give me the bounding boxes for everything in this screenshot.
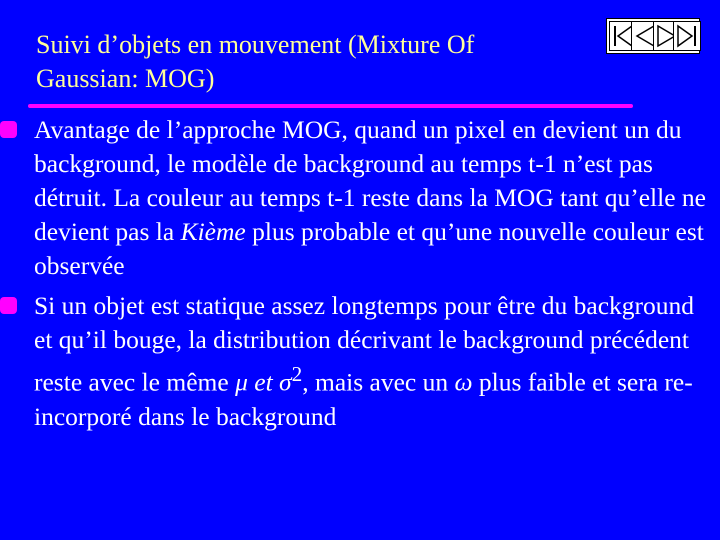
bullet-item-2 (0, 289, 712, 434)
slide-body (0, 113, 712, 440)
title-divider (28, 104, 633, 108)
bullet-2-et: et (247, 367, 280, 397)
sigma-exponent: 2 (291, 362, 303, 386)
bullet-item-1 (0, 113, 712, 283)
bullet-2-text-part3: plus faible et sera re-incorporé dans le background (34, 367, 693, 431)
last-slide-icon (674, 22, 700, 50)
slide-title (36, 28, 596, 96)
magenta-square-bullet-icon (0, 297, 17, 314)
bullet-1-italic-term: Kième (180, 217, 246, 246)
slide-title-line-2: Gaussian: MOG) (36, 64, 215, 93)
mu-symbol: μ (235, 367, 248, 397)
bullet-text (34, 289, 712, 434)
bullet-2-text-part2: , mais avec un (302, 367, 455, 397)
bullet-text (34, 113, 712, 283)
omega-symbol: ω (454, 367, 473, 397)
magenta-square-bullet-icon (0, 121, 17, 138)
last-slide-button[interactable] (673, 21, 701, 51)
slide-navigation-bar (606, 18, 700, 54)
bullet-1-text-part2: plus probable et qu’une nouvelle couleur est observée (34, 217, 704, 280)
bullet-1-text-part1: Avantage de l’approche MOG, quand un pixel en devient un du background, le modèle de background au temps t-1 n’est pas détruit. La couleur au temps t-1 reste dans la MOG tant qu’elle ne devient pas la (34, 115, 706, 246)
bullet-2-text-part1: Si un objet est statique assez longtemps pour être du background et qu’il bouge, la distribution décrivant le background précédent reste avec le même (34, 291, 695, 397)
sigma-symbol: σ (279, 367, 292, 397)
slide-title-line-1: Suivi d’objets en mouvement (Mixture Of (36, 30, 475, 59)
